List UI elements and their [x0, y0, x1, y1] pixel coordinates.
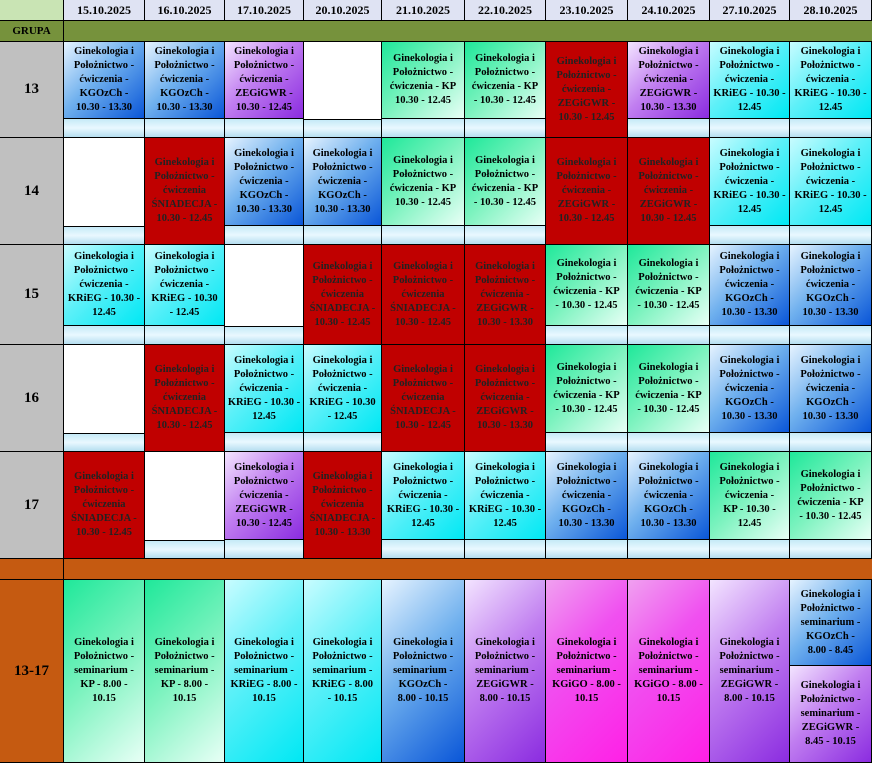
group-label: 16 — [0, 345, 64, 452]
row-strip — [710, 119, 790, 138]
row-strip — [628, 540, 710, 559]
seminar-cell: Ginekologia i Położnictwo - seminarium - KP - 8.00 - 10.15 — [64, 580, 145, 763]
row-strip — [225, 327, 304, 345]
seminar-cell: Ginekologia i Położnictwo - seminarium - KRiEG - 8.00 - 10.15 — [225, 580, 304, 763]
row-strip — [304, 433, 382, 452]
class-cell: Ginekologia i Położnictwo - ćwiczenia - KGOzCh - 10.30 - 13.30 — [64, 42, 145, 119]
class-cell: Ginekologia i Położnictwo - ćwiczenia - KRiEG - 10.30 - 12.45 — [145, 245, 225, 326]
row-strip — [225, 119, 304, 138]
class-cell — [304, 42, 382, 120]
class-cell: Ginekologia i Położnictwo - ćwiczenia - KRiEG - 10.30 - 12.45 — [64, 245, 145, 326]
class-cell: Ginekologia i Położnictwo - ćwiczenia - KRiEG - 10.30 - 12.45 — [710, 42, 790, 119]
class-cell: Ginekologia i Położnictwo - ćwiczenia ŚNIADECJA - 10.30 - 12.45 — [382, 245, 465, 345]
class-cell: Ginekologia i Położnictwo - ćwiczenia - KP - 10.30 - 12.45 — [465, 42, 546, 119]
class-cell: Ginekologia i Położnictwo - ćwiczenia - KRiEG - 10.30 - 12.45 — [304, 345, 382, 433]
row-strip — [145, 541, 225, 559]
row-strip — [790, 540, 872, 559]
date-header: 21.10.2025 — [382, 0, 465, 21]
class-cell: Ginekologia i Położnictwo - ćwiczenia ŚNIADECJA - 10.30 - 13.30 — [304, 452, 382, 559]
group-label: 17 — [0, 452, 64, 559]
date-header: 23.10.2025 — [546, 0, 628, 21]
date-header: 16.10.2025 — [145, 0, 225, 21]
date-header: 15.10.2025 — [64, 0, 145, 21]
row-strip — [145, 119, 225, 138]
class-cell — [64, 345, 145, 434]
class-cell: Ginekologia i Położnictwo - ćwiczenia - KP 10.30 - 12.45 — [382, 42, 465, 119]
class-cell: Ginekologia i Położnictwo - ćwiczenia - KP 10.30 - 12.45 — [382, 138, 465, 226]
class-cell: Ginekologia i Położnictwo - ćwiczenia - KRiEG - 10.30 - 12.45 — [465, 452, 546, 540]
group-label: 14 — [0, 138, 64, 245]
date-header: 22.10.2025 — [465, 0, 546, 21]
row-strip — [710, 226, 790, 245]
class-cell: Ginekologia i Położnictwo - ćwiczenia - ZEGiGWR - 10.30 - 12.45 — [225, 42, 304, 119]
row-strip — [546, 540, 628, 559]
class-cell: Ginekologia i Położnictwo - ćwiczenia - KRiEG - 10.30 - 12.45 — [225, 345, 304, 433]
row-strip — [465, 540, 546, 559]
class-cell: Ginekologia i Położnictwo - ćwiczenia - KRiEG - 10.30 - 12.45 — [382, 452, 465, 540]
seminar-cell: Ginekologia i Położnictwo - seminarium - ZEGiGWR - 8.00 - 10.15 — [710, 580, 790, 763]
class-cell — [225, 245, 304, 327]
class-cell: Ginekologia i Położnictwo - ćwiczenia - ZEGiGWR - 10.30 - 13.30 — [465, 245, 546, 345]
class-cell: Ginekologia i Położnictwo - ćwiczenia - KP - 10.30 - 12.45 — [465, 138, 546, 226]
group-label: 13 — [0, 42, 64, 138]
class-cell: Ginekologia i Położnictwo - ćwiczenia - ZEGiGWR - 10.30 - 12.45 — [546, 138, 628, 245]
row-strip — [710, 433, 790, 452]
class-cell: Ginekologia i Położnictwo - ćwiczenia - KGOzCh - 10.30 - 13.30 — [145, 42, 225, 119]
class-cell: Ginekologia i Położnictwo - ćwiczenia - KP - 10.30 - 12.45 — [628, 245, 710, 326]
seminar-cell: Ginekologia i Położnictwo - seminarium - KGiGO - 8.00 - 10.15 — [628, 580, 710, 763]
class-cell: Ginekologia i Położnictwo - ćwiczenia - KGOzCh - 10.30 - 13.30 — [225, 138, 304, 226]
row-strip — [546, 326, 628, 345]
class-cell: Ginekologia i Położnictwo - ćwiczenia - ZEGiGWR - 10.30 - 13.30 — [628, 42, 710, 119]
row-strip — [710, 326, 790, 345]
seminar-band — [64, 559, 872, 580]
row-strip — [628, 433, 710, 452]
class-cell: Ginekologia i Położnictwo - ćwiczenia ŚNIADECJA - 10.30 - 12.45 — [304, 245, 382, 345]
class-cell: Ginekologia i Położnictwo - ćwiczenia - KRiEG - 10.30 - 12.45 — [790, 42, 872, 119]
class-cell: Ginekologia i Położnictwo - ćwiczenia - KGOzCh - 10.30 - 13.30 — [546, 452, 628, 540]
class-cell: Ginekologia i Położnictwo - ćwiczenia ŚNIADECJA - 10.30 - 12.45 — [145, 345, 225, 452]
class-cell: Ginekologia i Położnictwo - ćwiczenia - KGOzCh - 10.30 - 13.30 — [304, 138, 382, 226]
seminar-cell: Ginekologia i Położnictwo - seminarium - KGOzCh - 8.00 - 10.15 — [382, 580, 465, 763]
row-strip — [225, 540, 304, 559]
row-strip — [382, 119, 465, 138]
row-strip — [64, 119, 145, 138]
header-corner — [0, 0, 64, 21]
class-cell: Ginekologia i Położnictwo - ćwiczenia - KGOzCh - 10.30 - 13.30 — [790, 345, 872, 433]
row-strip — [64, 434, 145, 452]
seminar-cell: Ginekologia i Położnictwo - seminarium - ZEGiGWR - 8.45 - 10.15 — [790, 666, 872, 763]
class-cell: Ginekologia i Położnictwo - ćwiczenia - KRiEG - 10.30 - 12.45 — [790, 138, 872, 226]
row-strip — [790, 433, 872, 452]
row-strip — [382, 540, 465, 559]
row-strip — [64, 227, 145, 245]
class-cell: Ginekologia i Położnictwo - ćwiczenia - KP - 10.30 - 12.45 — [710, 452, 790, 540]
row-strip — [382, 226, 465, 245]
class-cell: Ginekologia i Położnictwo - ćwiczenia - KP - 10.30 - 12.45 — [546, 345, 628, 433]
class-cell: Ginekologia i Położnictwo - ćwiczenia - ZEGiGWR - 10.30 - 13.30 — [465, 345, 546, 452]
row-strip — [628, 326, 710, 345]
group-label: 15 — [0, 245, 64, 345]
row-strip — [628, 119, 710, 138]
row-strip — [546, 433, 628, 452]
row-strip — [790, 326, 872, 345]
grupa-band — [64, 21, 872, 42]
seminar-cell: Ginekologia i Położnictwo - seminarium - KRiEG - 8.00 - 10.15 — [304, 580, 382, 763]
row-strip — [304, 226, 382, 245]
seminar-cell: Ginekologia i Położnictwo - seminarium - KGOzCh - 8.00 - 8.45 — [790, 580, 872, 666]
class-cell: Ginekologia i Położnictwo - ćwiczenia - KGOzCh - 10.30 - 13.30 — [710, 345, 790, 433]
class-cell: Ginekologia i Położnictwo - ćwiczenia - ZEGiGWR - 10.30 - 12.45 — [225, 452, 304, 540]
class-cell: Ginekologia i Położnictwo - ćwiczenia - KGOzCh - 10.30 - 13.30 — [710, 245, 790, 326]
row-strip — [465, 226, 546, 245]
class-cell: Ginekologia i Położnictwo - ćwiczenia ŚNIADECJA - 10.30 - 12.45 — [145, 138, 225, 245]
grupa-label: GRUPA — [0, 21, 64, 42]
class-cell: Ginekologia i Położnictwo - ćwiczenia - ZEGiGWR - 10.30 - 12.45 — [628, 138, 710, 245]
row-strip — [225, 433, 304, 452]
date-header: 28.10.2025 — [790, 0, 872, 21]
class-cell: Ginekologia i Położnictwo - ćwiczenia - KP - 10.30 - 12.45 — [546, 245, 628, 326]
row-strip — [710, 540, 790, 559]
row-strip — [225, 226, 304, 245]
seminar-cell: Ginekologia i Położnictwo - seminarium - ZEGiGWR - 8.00 - 10.15 — [465, 580, 546, 763]
row-strip — [145, 326, 225, 345]
row-strip — [304, 120, 382, 138]
class-cell: Ginekologia i Położnictwo - ćwiczenia - KP - 10.30 - 12.45 — [628, 345, 710, 433]
seminar-band-label — [0, 559, 64, 580]
seminar-cell: Ginekologia i Położnictwo - seminarium - KGiGO - 8.00 - 10.15 — [546, 580, 628, 763]
date-header: 24.10.2025 — [628, 0, 710, 21]
class-cell: Ginekologia i Położnictwo - ćwiczenia ŚNIADECJA - 10.30 - 12.45 — [382, 345, 465, 452]
row-strip — [790, 119, 872, 138]
class-cell: Ginekologia i Położnictwo - ćwiczenia - KP - 10.30 - 12.45 — [790, 452, 872, 540]
class-cell: Ginekologia i Położnictwo - ćwiczenia - KGOzCh - 10.30 - 13.30 — [628, 452, 710, 540]
row-strip — [790, 226, 872, 245]
date-header: 20.10.2025 — [304, 0, 382, 21]
seminar-group-label: 13-17 — [0, 580, 64, 763]
class-cell: Ginekologia i Położnictwo - ćwiczenia - KRiEG - 10.30 - 12.45 — [710, 138, 790, 226]
class-cell — [145, 452, 225, 541]
date-header: 17.10.2025 — [225, 0, 304, 21]
class-cell: Ginekologia i Położnictwo - ćwiczenia ŚNIADECJA - 10.30 - 12.45 — [64, 452, 145, 559]
seminar-cell: Ginekologia i Położnictwo - seminarium - KP - 8.00 - 10.15 — [145, 580, 225, 763]
row-strip — [64, 326, 145, 345]
row-strip — [465, 119, 546, 138]
class-cell — [64, 138, 145, 227]
date-header: 27.10.2025 — [710, 0, 790, 21]
class-cell: Ginekologia i Położnictwo - ćwiczenia - ZEGiGWR - 10.30 - 12.45 — [546, 42, 628, 138]
class-cell: Ginekologia i Położnictwo - ćwiczenia - KGOzCh - 10.30 - 13.30 — [790, 245, 872, 326]
